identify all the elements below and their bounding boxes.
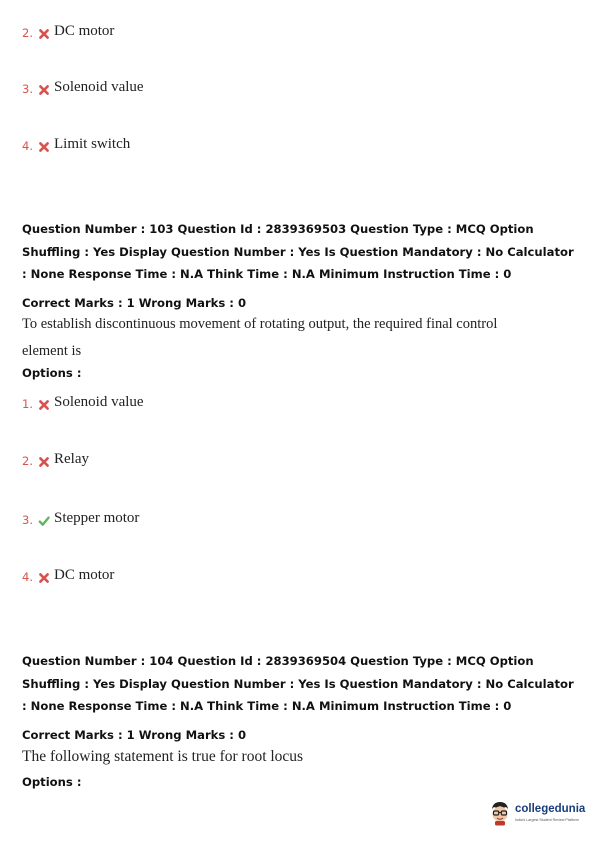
- cross-icon: [37, 399, 51, 411]
- logo-name: collegedunia: [515, 803, 586, 816]
- question-stem-line: element is: [22, 343, 82, 359]
- question-stem-line: To establish discontinuous movement of rotating output, the required final control: [22, 316, 498, 332]
- option-number: 3.: [22, 513, 33, 527]
- cross-icon: [37, 572, 51, 584]
- options-label: Options :: [22, 366, 82, 380]
- mascot-icon: [488, 800, 512, 826]
- option-text: Stepper motor: [54, 510, 140, 526]
- option-item: [22, 137, 130, 153]
- logo-tagline: India's Largest Student Review Platform: [515, 817, 579, 822]
- option-item: [22, 511, 139, 527]
- option-item: [22, 568, 114, 584]
- collegedunia-logo: [488, 800, 585, 826]
- option-item: [22, 395, 144, 411]
- option-number: 2.: [22, 26, 33, 40]
- question-meta: Question Number : 104 Question Id : 2839369504 Question Type : MCQ Option Shuffling : Yes Display Question Number : Yes Is Question Mandatory : No Calculator : None Response Time : N.A Think Time : N.A Minimum Instruction Time : 0: [22, 654, 574, 713]
- option-text: Limit switch: [54, 136, 131, 152]
- option-number: 1.: [22, 397, 33, 411]
- option-item: [22, 452, 89, 468]
- marks-line: Correct Marks : 1 Wrong Marks : 0: [22, 296, 247, 310]
- option-item: [22, 24, 114, 40]
- options-label: Options :: [22, 775, 82, 789]
- option-text: DC motor: [54, 23, 115, 39]
- question-stem: The following statement is true for root locus: [22, 748, 304, 765]
- cross-icon: [37, 141, 51, 153]
- option-text: Solenoid value: [54, 79, 144, 95]
- cross-icon: [37, 84, 51, 96]
- option-number: 4.: [22, 139, 33, 153]
- cross-icon: [37, 456, 51, 468]
- check-icon: [37, 515, 51, 527]
- marks-line: Correct Marks : 1 Wrong Marks : 0: [22, 728, 247, 742]
- question-meta: Question Number : 103 Question Id : 2839369503 Question Type : MCQ Option Shuffling : Yes Display Question Number : Yes Is Question Mandatory : No Calculator : None Response Time : N.A Think Time : N.A Minimum Instruction Time : 0: [22, 222, 574, 281]
- option-item: [22, 80, 144, 96]
- option-text: DC motor: [54, 567, 115, 583]
- option-number: 3.: [22, 82, 33, 96]
- option-number: 4.: [22, 570, 33, 584]
- cross-icon: [37, 28, 51, 40]
- option-number: 2.: [22, 454, 33, 468]
- option-text: Relay: [54, 451, 89, 467]
- option-text: Solenoid value: [54, 394, 144, 410]
